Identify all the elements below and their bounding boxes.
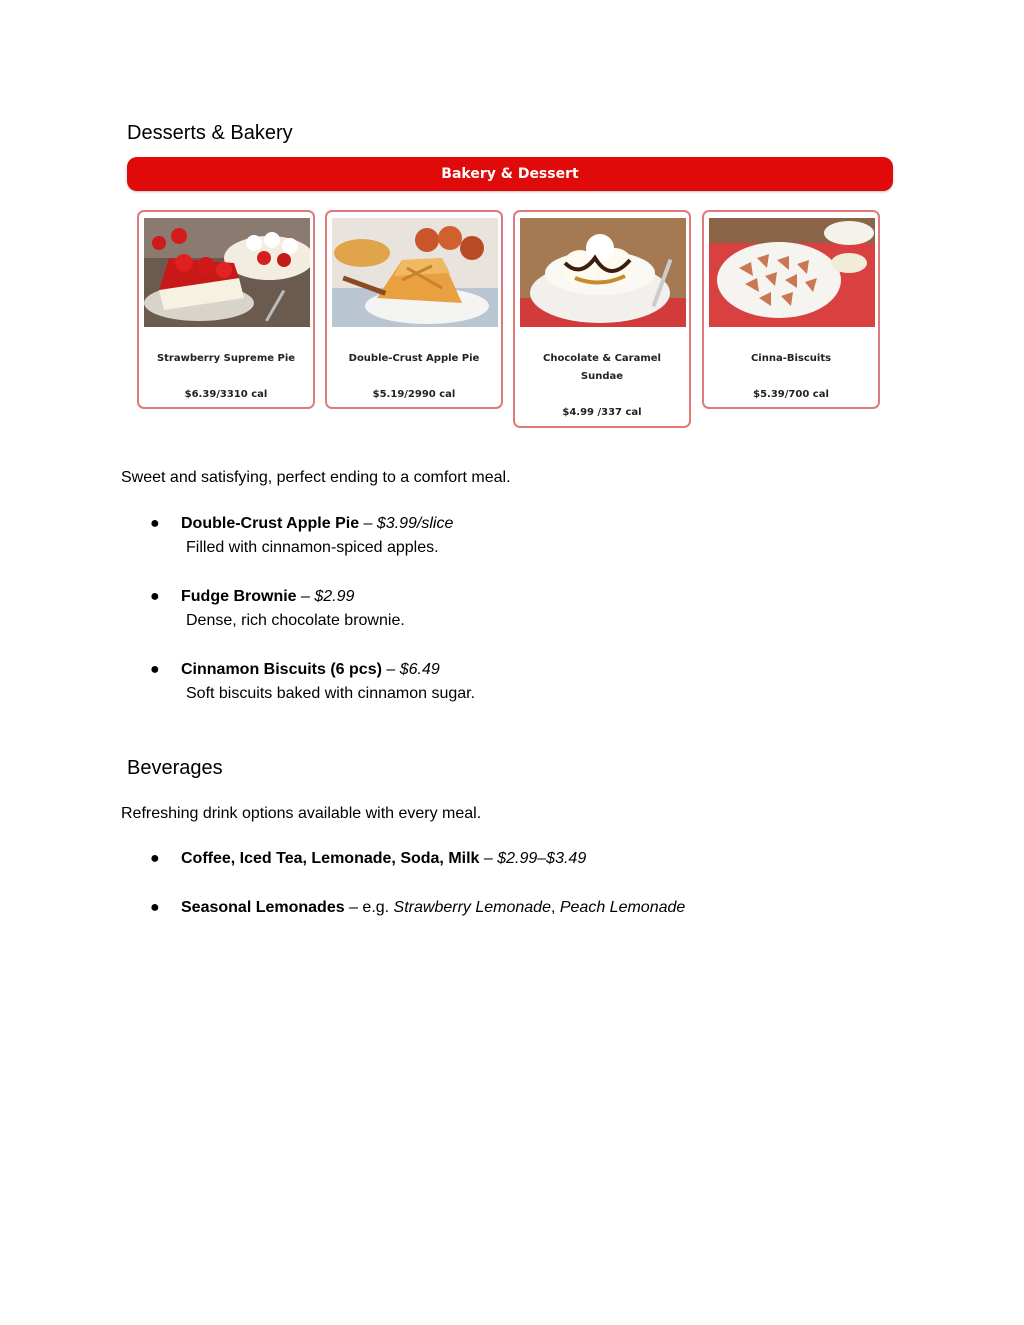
section-heading-desserts: Desserts & Bakery: [127, 122, 293, 144]
apple-pie-photo: [332, 218, 498, 327]
card-name: Chocolate & Caramel Sundae: [543, 353, 661, 382]
item-description: Filled with cinnamon-spiced apples.: [186, 539, 439, 556]
separator: –: [296, 588, 315, 605]
menu-card-cinna-biscuits: [702, 210, 880, 409]
separator: ,: [550, 899, 560, 916]
item-name: Coffee, Iced Tea, Lemonade, Soda, Milk: [181, 850, 480, 867]
item-name: Seasonal Lemonades: [181, 899, 345, 916]
card-name: Cinna-Biscuits: [750, 353, 832, 364]
separator: –: [381, 661, 400, 678]
item-price: $2.99: [314, 588, 355, 605]
card-price: $4.99 /337 cal: [562, 407, 642, 418]
item-name: Double-Crust Apple Pie: [181, 515, 360, 532]
separator: – e.g.: [344, 899, 394, 916]
desserts-intro: Sweet and satisfying, perfect ending to a comfort meal.: [121, 469, 511, 486]
item-description: Soft biscuits baked with cinnamon sugar.: [186, 685, 476, 702]
item-price: $2.99–$3.49: [497, 850, 587, 867]
card-price: $5.19/2990 cal: [372, 389, 456, 400]
bullet-icon: ●: [150, 515, 160, 532]
item-description: Dense, rich chocolate brownie.: [186, 612, 405, 629]
item-price: $3.99/slice: [376, 515, 454, 532]
item-price: $6.49: [399, 661, 440, 678]
strawberry-pie-photo: [144, 218, 310, 327]
menu-card-sundae: [513, 210, 691, 428]
card-price: $5.39/700 cal: [753, 389, 829, 400]
beverages-intro: Refreshing drink options available with every meal.: [121, 805, 482, 822]
menu-banner: Bakery & Dessert: [127, 157, 893, 191]
item-name: Cinnamon Biscuits (6 pcs): [181, 661, 382, 678]
section-heading-beverages: Beverages: [127, 757, 223, 779]
card-name: Double-Crust Apple Pie: [348, 353, 480, 364]
bullet-icon: ●: [150, 850, 160, 867]
card-price: $6.39/3310 cal: [184, 389, 268, 400]
cinna-biscuits-photo: [709, 218, 875, 327]
menu-card-strawberry-pie: [137, 210, 315, 409]
separator: –: [359, 515, 377, 532]
card-name: Strawberry Supreme Pie: [156, 353, 296, 364]
item-name: Fudge Brownie: [181, 588, 297, 605]
menu-card-apple-pie: [325, 210, 503, 409]
bullet-icon: ●: [150, 588, 160, 605]
example-2: Peach Lemonade: [559, 899, 686, 916]
separator: –: [479, 850, 498, 867]
sundae-photo: [520, 218, 686, 327]
bullet-icon: ●: [150, 661, 160, 678]
bullet-icon: ●: [150, 899, 160, 916]
example-1: Strawberry Lemonade: [393, 899, 551, 916]
